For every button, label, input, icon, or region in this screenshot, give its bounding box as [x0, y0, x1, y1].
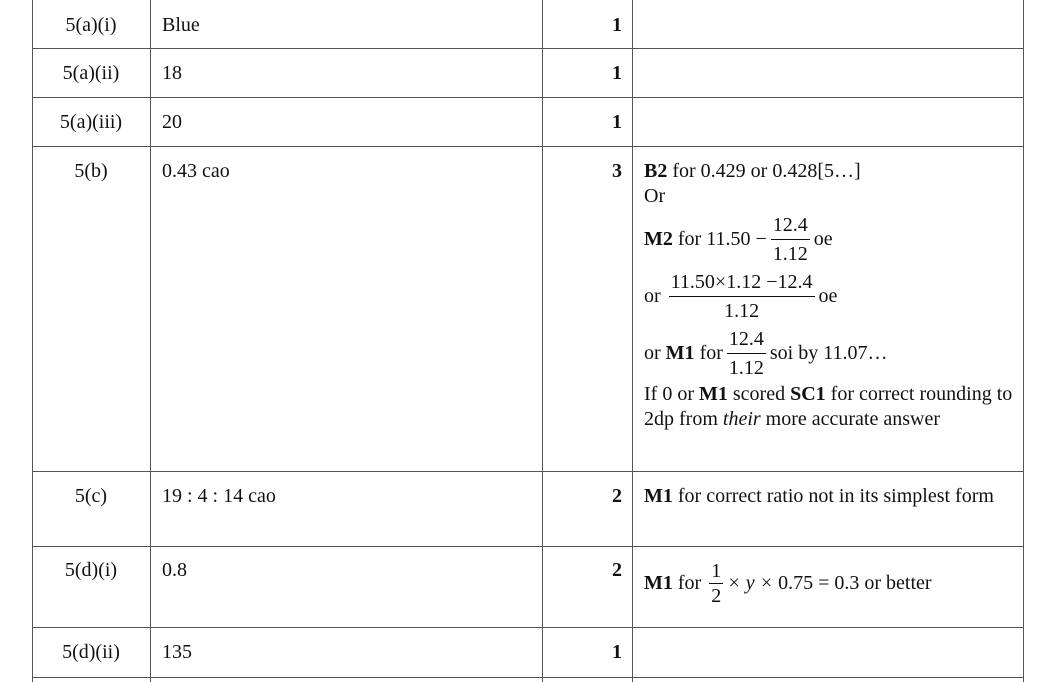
fraction: [669, 268, 815, 325]
row-divider: [32, 471, 1024, 472]
guidance-or-line: Or: [644, 185, 666, 207]
answer-text: Blue: [162, 14, 200, 36]
guidance-b2-line: [644, 159, 1016, 184]
guidance-text: 0.75 = 0.3 or better: [773, 572, 932, 594]
fraction-numerator: 1: [711, 560, 722, 582]
mark-code: M1: [644, 485, 673, 507]
guidance-text: more accurate answer: [760, 408, 941, 430]
mark-code: B2: [644, 160, 668, 182]
question-number: 5(d)(i): [64, 559, 118, 581]
guidance-special-case: [644, 382, 1016, 432]
row-divider: [32, 146, 1024, 147]
mark-code: M1: [644, 572, 673, 594]
question-number: 5(a)(iii): [59, 111, 123, 133]
guidance-text: or: [644, 342, 666, 364]
mark-code: M1: [698, 383, 728, 405]
answer-text: 18: [162, 62, 182, 84]
answer-text: 20: [162, 111, 182, 133]
guidance-text: scored: [727, 383, 791, 405]
guidance-text: for 11.50 −: [672, 228, 767, 250]
question-number: 5(b): [74, 160, 108, 182]
answer-text: 0.8: [162, 559, 187, 581]
fraction: [771, 211, 810, 268]
marks-value: 2: [612, 559, 622, 581]
marks-value: 1: [612, 14, 622, 36]
marks-value: 3: [612, 160, 622, 182]
guidance-or-expression-line: [644, 268, 1016, 325]
fraction: [727, 325, 766, 382]
guidance-5c: [644, 484, 1016, 509]
row-divider: [32, 677, 1024, 678]
guidance-5di: [644, 559, 1016, 608]
guidance-text: or: [644, 285, 661, 307]
guidance-text: for correct rounding to 2dp from: [644, 383, 1013, 430]
guidance-text: for: [694, 342, 723, 364]
answer-text: 19 : 4 : 14 cao: [162, 485, 276, 507]
question-number: 5(d)(ii): [62, 641, 120, 663]
column-divider: [150, 0, 151, 682]
fraction-denominator: 2: [711, 585, 722, 607]
question-number: 5(a)(i): [65, 14, 117, 36]
marks-value: 1: [612, 62, 622, 84]
answer-text: 0.43 cao: [162, 160, 230, 182]
row-divider: [32, 546, 1024, 547]
row-divider: [32, 48, 1024, 49]
fraction-denominator: 1.12: [772, 243, 808, 265]
column-divider: [1023, 0, 1024, 682]
fraction-numerator: 12.4: [771, 211, 810, 240]
row-divider: [32, 627, 1024, 628]
answer-text: 135: [162, 641, 192, 663]
row-divider: [32, 97, 1024, 98]
guidance-text: If 0 or: [644, 383, 699, 405]
column-divider: [632, 0, 633, 682]
guidance-text: for: [672, 572, 702, 594]
marks-value: 2: [612, 485, 622, 507]
fraction: [709, 559, 723, 608]
marks-value: 1: [612, 111, 622, 133]
guidance-text: for correct ratio not in its simplest form: [672, 485, 994, 507]
fraction-denominator: 1.12: [724, 300, 760, 322]
question-number: 5(c): [74, 485, 108, 507]
marks-value: 1: [612, 641, 622, 663]
fraction-numerator: 12.4: [727, 325, 766, 354]
guidance-text: oe: [813, 228, 833, 250]
guidance-variable: × y ×: [727, 572, 774, 594]
guidance-m2-line: [644, 211, 1016, 268]
mark-code: M1: [665, 342, 695, 364]
mark-code: SC1: [790, 383, 826, 405]
guidance-5b: [644, 159, 1016, 432]
column-divider: [542, 0, 543, 682]
mark-code: M2: [644, 228, 673, 250]
guidance-text: soi by 11.07…: [769, 342, 888, 364]
fraction-numerator: 11.50×1.12 −12.4: [669, 268, 815, 297]
guidance-emphasis: their: [722, 408, 761, 430]
guidance-m1-line: [644, 325, 1016, 382]
question-number: 5(a)(ii): [62, 62, 120, 84]
guidance-text: for 0.429 or 0.428[5…]: [667, 160, 861, 182]
guidance-text: oe: [818, 285, 838, 307]
fraction-denominator: 1.12: [728, 357, 764, 379]
